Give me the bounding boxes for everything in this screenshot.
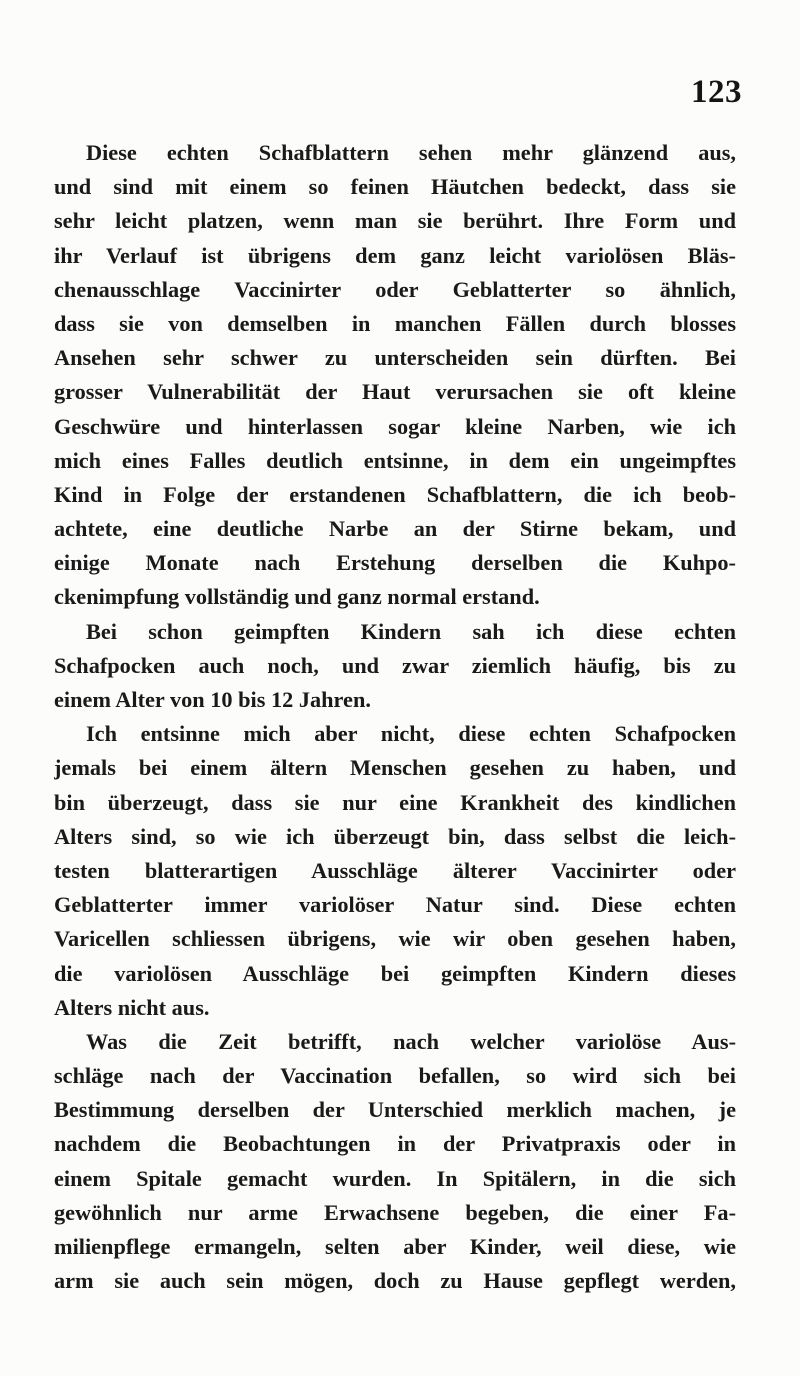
text-line: Ansehen sehr schwer zu unterscheiden sein dürften. Bei <box>54 345 736 371</box>
text-line: und sind mit einem so feinen Häutchen bedeckt, dass sie <box>54 174 736 200</box>
text-line: grosser Vulnerabilität der Haut verursachen sie oft kleine <box>54 379 736 405</box>
text-line: chenausschlage Vaccinirter oder Geblatterter so ähnlich, <box>54 276 736 302</box>
text-line: Varicellen schliessen übrigens, wie wir oben gesehen haben, <box>54 926 736 952</box>
text-line: milienpflege ermangeln, selten aber Kinder, weil diese, wie <box>54 1234 736 1259</box>
paragraph <box>54 136 736 615</box>
text-line: Was die Zeit betrifft, nach welcher variolöse Aus- <box>86 1028 736 1054</box>
paragraph <box>54 1025 736 1299</box>
text-line: dass sie von demselben in manchen Fällen durch blosses <box>54 310 736 336</box>
text-line: Kind in Folge der erstandenen Schafblattern, die ich beob- <box>54 481 736 507</box>
text-line: die variolösen Ausschläge bei geimpften Kindern dieses <box>54 960 736 986</box>
text-line: Geschwüre und hinterlassen sogar kleine Narben, wie ich <box>54 413 736 439</box>
text-line: ckenimpfung vollständig und ganz normal erstand. <box>54 584 540 610</box>
text-line: arm sie auch sein mögen, doch zu Hause gepflegt werden, <box>54 1268 736 1294</box>
text-line: schläge nach der Vaccination befallen, so wird sich bei <box>54 1063 736 1089</box>
text-line: Alters nicht aus. <box>54 994 210 1020</box>
text-line: nachdem die Beobachtungen in der Privatpraxis oder in <box>54 1131 736 1157</box>
text-line: Bei schon geimpften Kindern sah ich diese echten <box>86 618 736 644</box>
body-text <box>54 136 736 1298</box>
text-line: Ich entsinne mich aber nicht, diese echten Schafpocken <box>86 721 736 747</box>
text-line: mich eines Falles deutlich entsinne, in dem ein ungeimpftes <box>54 447 736 473</box>
page-number: 123 <box>691 74 742 110</box>
text-line: Bestimmung derselben der Unterschied merklich machen, je <box>54 1097 736 1123</box>
text-line: ihr Verlauf ist übrigens dem ganz leicht variolösen Bläs- <box>54 242 736 268</box>
text-line: einige Monate nach Erstehung derselben die Kuhpo- <box>54 550 736 576</box>
text-line: gewöhnlich nur arme Erwachsene begeben, die einer Fa- <box>54 1199 736 1225</box>
text-line: einem Spitale gemacht wurden. In Spitälern, in die sich <box>54 1165 736 1191</box>
paragraph <box>54 717 736 1025</box>
text-line: Alters sind, so wie ich überzeugt bin, dass selbst die leich- <box>54 823 736 849</box>
text-line: Schafpocken auch noch, und zwar ziemlich häufig, bis zu <box>54 652 736 678</box>
text-line: einem Alter von 10 bis 12 Jahren. <box>54 687 371 712</box>
text-line: jemals bei einem ältern Menschen gesehen zu haben, und <box>54 755 736 781</box>
text-line: bin überzeugt, dass sie nur eine Krankheit des kindlichen <box>54 789 736 815</box>
text-line: achtete, eine deutliche Narbe an der Stirne bekam, und <box>54 516 736 542</box>
text-line: Diese echten Schafblattern sehen mehr glänzend aus, <box>86 140 736 165</box>
text-line: Geblatterter immer variolöser Natur sind. Diese echten <box>54 892 736 918</box>
text-line: testen blatterartigen Ausschläge älterer Vaccinirter oder <box>54 857 736 883</box>
paragraph <box>54 615 736 718</box>
text-line: sehr leicht platzen, wenn man sie berührt. Ihre Form und <box>54 208 736 234</box>
